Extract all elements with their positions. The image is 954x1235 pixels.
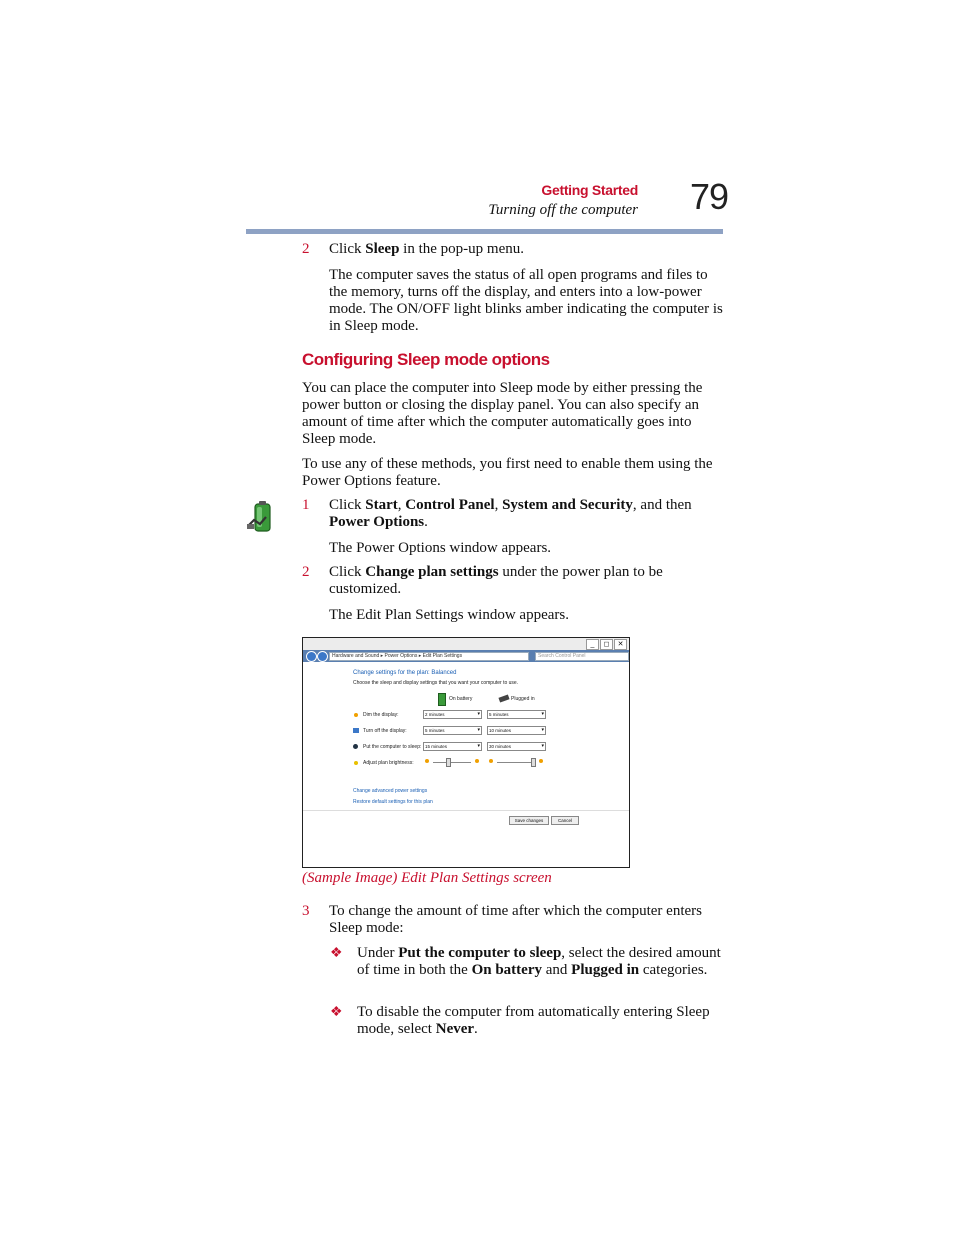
plugged-brightness-handle[interactable] <box>531 758 536 767</box>
back-arrow-icon[interactable] <box>306 651 317 662</box>
save-changes-button[interactable]: Save changes <box>509 816 549 825</box>
battery-brightness-slider[interactable] <box>433 762 471 763</box>
cancel-button[interactable]: Cancel <box>551 816 579 825</box>
step-number: 3 <box>302 903 310 919</box>
turn-off-display-battery-select[interactable]: 5 minutes ▾ <box>423 726 482 735</box>
turn-off-display-plugged-select[interactable]: 10 minutes ▾ <box>487 726 546 735</box>
running-header-section: Getting Started <box>541 182 638 198</box>
brightness-high-icon <box>539 759 543 763</box>
moon-icon <box>353 744 358 749</box>
header-rule <box>246 229 723 234</box>
window-titlebar <box>303 638 629 650</box>
column-plugged-in: Plugged in <box>511 696 535 702</box>
dim-display-icon <box>354 713 358 717</box>
plugged-brightness-slider[interactable] <box>497 762 535 763</box>
figure-caption: (Sample Image) Edit Plan Settings screen <box>302 870 552 886</box>
sleep-battery-select[interactable]: 15 minutes ▾ <box>423 742 482 751</box>
plan-title: Change settings for the plan: Balanced <box>353 670 457 676</box>
dim-display-plugged-select[interactable]: 5 minutes ▾ <box>487 710 546 719</box>
step-text: To change the amount of time after which the computer enters Sleep mode: <box>329 903 702 936</box>
intro-paragraph: You can place the computer into Sleep mode by either pressing the power button or closing the display panel. You can also specify an amount of time after which the computer automatically goes into Sleep mode. <box>302 380 703 447</box>
advanced-settings-link[interactable]: Change advanced power settings <box>353 788 428 794</box>
section-heading: Configuring Sleep mode options <box>302 350 550 369</box>
close-button[interactable]: ✕ <box>614 639 627 650</box>
plan-subtitle: Choose the sleep and display settings that you want your computer to use. <box>353 680 519 686</box>
navigation-bar <box>303 650 629 662</box>
sleep-plugged-select[interactable]: 30 minutes ▾ <box>487 742 546 751</box>
address-bar[interactable]: Hardware and Sound ▸ Power Options ▸ Edit Plan Settings <box>329 652 529 661</box>
bullet-icon: ❖ <box>330 946 343 961</box>
row-label: Adjust plan brightness: <box>363 760 414 766</box>
brightness-low-icon <box>489 759 493 763</box>
brightness-low-icon <box>425 759 429 763</box>
bullet-text: To disable the computer from automatically entering Sleep mode, select Never. <box>357 1004 710 1037</box>
step-text: Click Sleep in the pop-up menu. <box>329 241 524 257</box>
brightness-icon <box>354 761 358 765</box>
row-label: Put the computer to sleep: <box>363 744 422 750</box>
minimize-button[interactable]: _ <box>586 639 599 650</box>
plug-icon <box>498 694 509 702</box>
restore-defaults-link[interactable]: Restore default settings for this plan <box>353 799 433 805</box>
page-number: 79 <box>690 176 729 217</box>
edit-plan-settings-screenshot <box>302 637 630 868</box>
search-input[interactable]: Search Control Panel <box>535 652 629 661</box>
step-paragraph: The computer saves the status of all open programs and files to the memory, turns off the display, and enters into a low-power mode. The ON/OFF light blinks amber indicating the computer is in Sleep mode. <box>329 267 723 334</box>
battery-icon <box>438 693 446 706</box>
bullet-icon: ❖ <box>330 1005 343 1020</box>
row-label: Turn off the display: <box>363 728 407 734</box>
maximize-button[interactable]: ◻ <box>600 639 613 650</box>
monitor-icon <box>353 728 359 733</box>
bullet-text: Under Put the computer to sleep, select the desired amount of time in both the On battery and Plugged in categories. <box>357 945 721 978</box>
battery-icon <box>246 500 278 534</box>
column-on-battery: On battery <box>449 696 473 702</box>
running-header-subsection: Turning off the computer <box>488 202 638 218</box>
brightness-high-icon <box>475 759 479 763</box>
step-result: The Edit Plan Settings window appears. <box>329 607 569 623</box>
step-result: The Power Options window appears. <box>329 540 552 556</box>
step-number: 2 <box>302 241 310 257</box>
row-label: Dim the display: <box>363 712 399 718</box>
forward-arrow-icon[interactable] <box>317 651 328 662</box>
intro-paragraph: To use any of these methods, you first need to enable them using the Power Options feature. <box>302 456 713 489</box>
dim-display-battery-select[interactable]: 2 minutes ▾ <box>423 710 482 719</box>
step-text: Click Change plan settings under the power plan to be customized. <box>329 564 663 597</box>
battery-brightness-handle[interactable] <box>446 758 451 767</box>
step-number: 2 <box>302 564 310 580</box>
divider <box>303 810 629 811</box>
step-number: 1 <box>302 497 310 513</box>
step-text: Click Start, Control Panel, System and Security, and then Power Options. <box>329 497 692 530</box>
